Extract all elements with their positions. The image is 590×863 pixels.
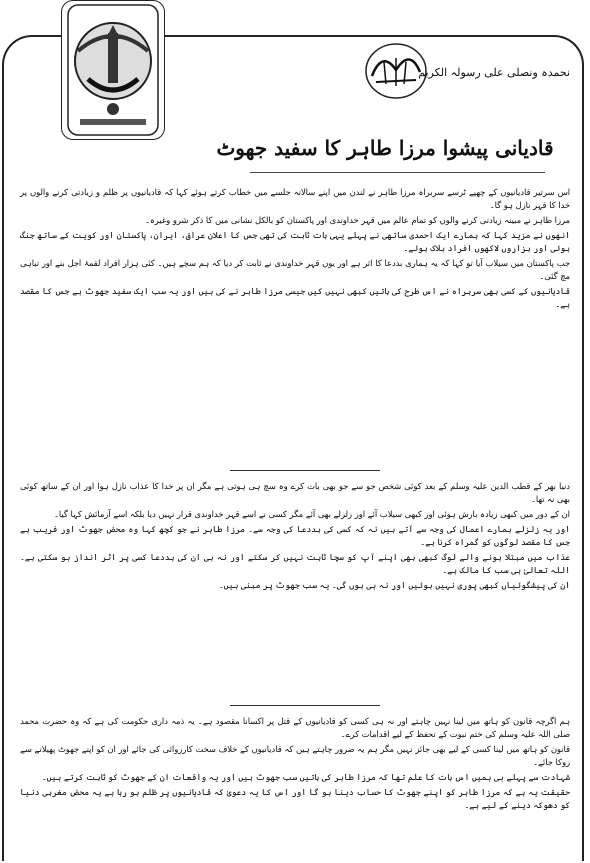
paragraph: ان کے دور میں کبھی زیادہ بارش ہوئی اور کبھی سیلاب آئے اور زلزلے بھی آئے مگر کسی نے اسے قہر خداوندی قرار نہیں دیا بلکہ اسے آزمائش کہا گیا۔ — [53, 509, 570, 519]
paragraph: جب پاکستان میں سیلاب آیا تو کہا کہ یہ ہماری بددعا کا اثر ہے اور یوں قہر خداوندی نے ثابت کر دیا کہ ہم سچے ہیں۔ کئی ہزار افراد لقمۂ اجل بنے اور تباہی مچ گئی۔ — [20, 258, 570, 281]
organization-emblem-logo — [61, 0, 165, 140]
paragraph: ہم اگرچہ قانون کو ہاتھ میں لینا نہیں چاہتے اور نہ ہی کسی کو قادیانیوں کے قتل پر اکسانا مقصود ہے۔ یہ ذمہ داری حکومت کی ہے کہ وہ حضرت محمد صلی اللہ علیہ وسلم کی ختم نبوت کے تحفظ کے لیے اقدامات کرے۔ — [20, 716, 570, 739]
salutation-line: نحمدہ ونصلی علی رسولہ الکریم — [418, 66, 570, 79]
paragraph: ان کی پیشگوئیاں کبھی پوری نہیں ہوئیں اور نہ ہی ہوں گی۔ یہ سب جھوٹ پر مبنی ہیں۔ — [218, 580, 570, 590]
paragraph: قادیانیوں کے کسی بھی سربراہ نے اس طرح کی باتیں کبھی نہیں کیں جیسی مرزا طاہر نے کی ہیں اور یہ سب ایک سفید جھوٹ ہے جس کا مقصد ہے۔ — [20, 286, 570, 309]
paragraph: اس سرتیر قادیانیوں کے چھپے ٹرسے سربراہ مرزا طاہر نے لندن میں اپنے سالانہ جلسے میں خطاب کرتے ہوئے کہا کہ قادیانیوں پر ظلم و زیادتی کرنے والوں پر خدا کا قہر نازل ہو گا۔ — [20, 187, 570, 210]
paragraph: دنیا بھر کے قطب الدین علیہ وسلم کے بعد کوئی شخص جو سے جو بھی بات کرے وہ سچ ہی ہوتی ہے مگر ان پر خدا کا عذاب نازل ہوا اور ان کے ساتھ کوئی بھی نہ تھا۔ — [20, 481, 570, 504]
section-divider — [230, 470, 380, 471]
paragraph: اور یہ زلزلے ہمارے اعمال کی وجہ سے آتے ہیں نہ کہ کسی کی بددعا کی وجہ سے۔ مرزا طاہر نے جو کچھ کہا وہ محض جھوٹ اور فریب ہے جس کا مقصد لوگوں کو گمراہ کرنا ہے۔ — [20, 524, 570, 547]
paragraph: شہادت سے پہلے ہی ہمیں اس بات کا علم تھا کہ مرزا طاہر کی باتیں سب جھوٹ ہیں اور یہ واقعات ان کے جھوٹ کو ثابت کرتے ہیں۔ — [41, 772, 570, 782]
title-underline — [250, 172, 545, 173]
paragraph: عذاب میں مبتلا ہونے والے لوگ کبھی بھی اپنے آپ کو سچا ثابت نہیں کر سکتے اور نہ ہی ان کی بددعا کسی پر اثر انداز ہو سکتی ہے۔ اللہ تعالیٰ ہی سب کا مالک ہے۔ — [20, 552, 570, 575]
paragraph: قانون کو ہاتھ میں لینا کسی کے لیے بھی جائز نہیں مگر ہم یہ ضرور چاہتے ہیں کہ قادیانیوں کے خلاف سخت کارروائی کی جائے اور ان کو اپنے جھوٹ پھیلانے سے روکا جائے۔ — [20, 744, 570, 767]
paragraph: انھوں نے مزید کہا کہ ہمارے ایک احمدی ساتھی نے پہلے یہی بات ثابت کی تھی جس کا اعلان عراق، ایران، پاکستان اور کویت کے ساتھ جنگ ہوئی اور ہزاروں لاکھوں افراد ہلاک ہوئے۔ — [20, 230, 570, 253]
article-title: قادیانی پیشوا مرزا طاہر کا سفید جھوٹ — [216, 136, 554, 160]
section-3 — [20, 715, 570, 814]
section-divider — [230, 705, 380, 706]
paragraph: مرزا طاہر نے مبینہ زیادتی کرنے والوں کو تمام عالم میں قہر خداوندی اور پاکستان کو بالکل نشانی میں کا ذکر شرو وغیرہ۔ — [145, 215, 570, 225]
paragraph: حقیقت یہ ہے کہ مرزا طاہر کو اپنے جھوٹ کا حساب دینا ہو گا اور اس کا یہ دعویٰ کہ قادیانیوں پر ظلم ہو رہا ہے یہ محض مغربی دنیا کو دھوکہ دینے کے لیے ہے۔ — [20, 787, 570, 810]
section-2 — [20, 480, 570, 594]
section-1 — [20, 186, 570, 313]
